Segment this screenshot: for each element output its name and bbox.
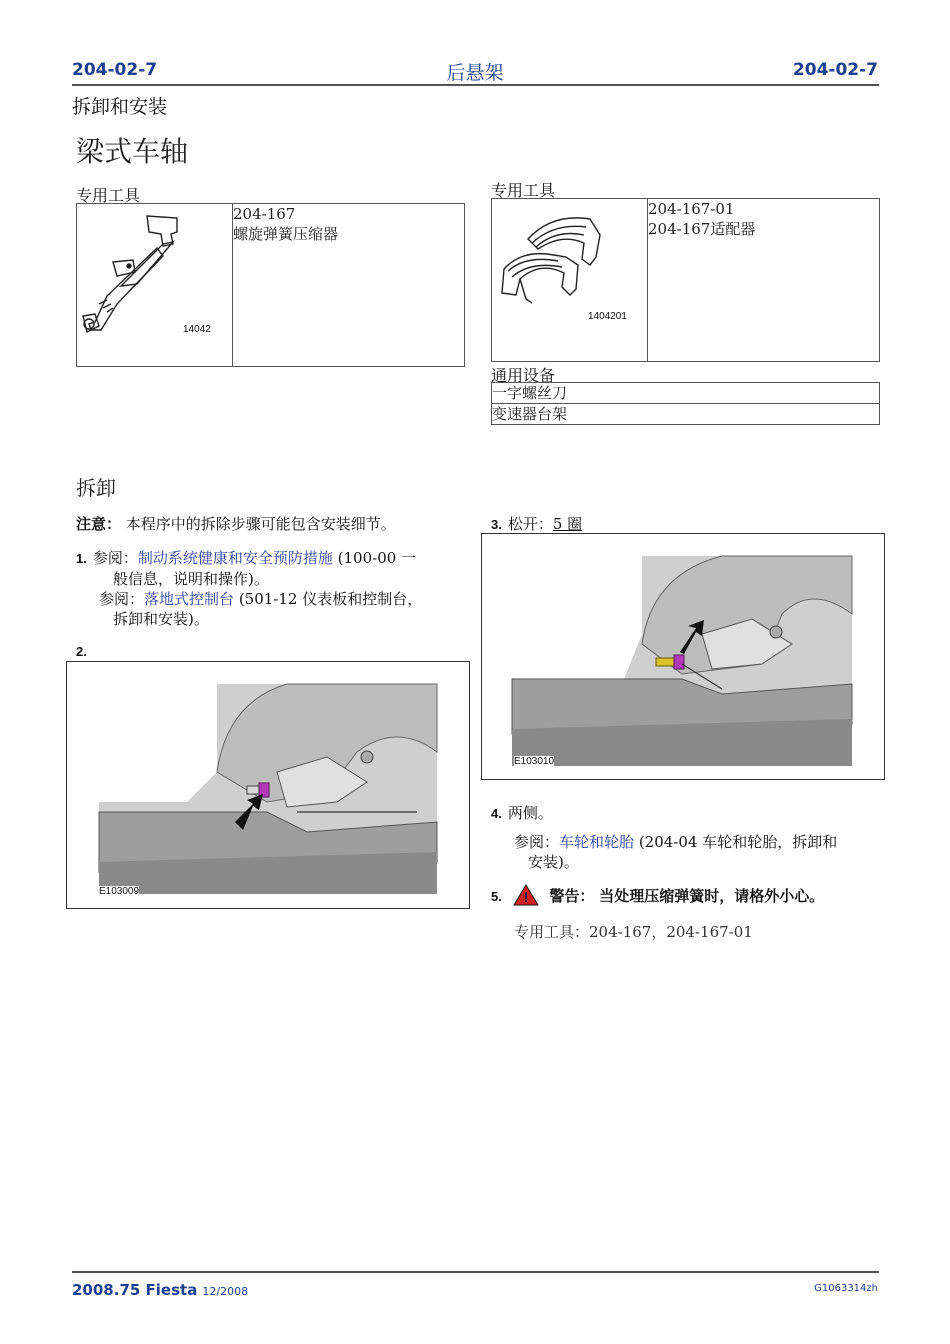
- special-tool-table-left: [76, 203, 465, 367]
- warning-label: 警告：: [549, 888, 595, 905]
- footer-date: 12/2008: [202, 1285, 249, 1298]
- note-text: 本程序中的拆除步骤可能包含安装细节。: [125, 515, 396, 533]
- spring-compressor-icon: [77, 204, 232, 362]
- step-number: 5.: [491, 889, 502, 904]
- ref-detail: (204-04 车轮和轮胎，拆卸和: [638, 833, 838, 851]
- figure-id-step2: E103009: [99, 886, 140, 897]
- step-number: 4.: [491, 806, 502, 821]
- step-number: 1.: [76, 551, 87, 566]
- tool-number-left: 204-167: [233, 205, 296, 223]
- step-number: 2.: [76, 644, 87, 659]
- ref-detail: 拆卸和安装)。: [113, 610, 209, 628]
- step-1: [76, 548, 466, 629]
- header-title: 后悬架: [446, 62, 504, 84]
- tool-info-cell-right: [648, 199, 880, 362]
- figure-id-step3: E103010: [514, 756, 555, 767]
- figure-step-2: [66, 661, 470, 909]
- header-left-code: 204-02-7: [72, 60, 158, 80]
- step-3: [491, 514, 582, 535]
- figure-step-3: [481, 533, 885, 780]
- step-5-tools: 专用工具：204-167，204-167-01: [514, 923, 753, 941]
- adapter-clamp-icon: [492, 199, 647, 357]
- tool-name-left: 螺旋弹簧压缩器: [233, 225, 339, 243]
- tool-number-right: 204-167-01: [648, 200, 735, 218]
- special-tool-table-right: [491, 198, 880, 362]
- special-tool-label-left: 专用工具: [76, 186, 141, 205]
- ref-detail: (100-00 一: [337, 549, 417, 567]
- warning-triangle-icon: [513, 884, 539, 906]
- adapter-image-cell: [492, 199, 648, 362]
- header-rule: [72, 84, 879, 86]
- step-5: [491, 884, 891, 907]
- footer-model: 2008.75 Fiesta: [72, 1281, 198, 1299]
- equipment-item: 一字螺丝刀: [492, 383, 880, 404]
- tool-name-right: 204-167适配器: [648, 220, 756, 238]
- ref-link-wheels-tires[interactable]: 车轮和轮胎: [559, 833, 635, 851]
- ref-detail: (501-12 仪表板和控制台，: [238, 590, 423, 608]
- ref-link-floor-console[interactable]: 落地式控制台: [144, 590, 235, 608]
- ref-label: 参阅：: [514, 833, 560, 851]
- equipment-item: 变速器台架: [492, 404, 880, 425]
- footer-left: [72, 1280, 248, 1299]
- general-equipment-table: [491, 382, 880, 425]
- ref-label: 参阅：: [99, 590, 145, 608]
- ref-detail: 般信息，说明和操作)。: [113, 570, 269, 588]
- step-number: 3.: [491, 517, 502, 532]
- adapter-figure-id: 1404201: [588, 311, 627, 322]
- tool-info-cell-left: [233, 204, 465, 367]
- axle-illustration-step2: [67, 662, 469, 908]
- step-3-text: 松开：: [507, 515, 553, 533]
- ref-label: 参阅：: [92, 549, 138, 567]
- removal-heading: 拆卸: [76, 476, 116, 500]
- note-label: 注意：: [76, 516, 122, 533]
- step-4-text: 两侧。: [507, 804, 553, 822]
- tool-image-cell: [77, 204, 233, 367]
- axle-illustration-step3: [482, 534, 884, 779]
- special-tool-label-right: 专用工具: [491, 181, 556, 200]
- footer-rule: [72, 1271, 879, 1273]
- tool-figure-id-left: 14042: [183, 324, 211, 335]
- step-4: [491, 803, 881, 872]
- general-equipment-label: 通用设备: [491, 366, 556, 385]
- ref-link-brake-safety[interactable]: 制动系统健康和安全预防措施: [137, 549, 333, 567]
- step-3-value: 5 圈: [552, 515, 583, 533]
- section-title: 拆卸和安装: [72, 96, 168, 118]
- warning-text: 当处理压缩弹簧时，请格外小心。: [599, 888, 825, 905]
- header-right-code: 204-02-7: [792, 60, 878, 80]
- page-heading: 梁式车轴: [76, 135, 189, 168]
- footer-doc-code: G1063314zh: [814, 1283, 878, 1294]
- ref-detail: 安装)。: [528, 853, 579, 871]
- note: [76, 514, 396, 535]
